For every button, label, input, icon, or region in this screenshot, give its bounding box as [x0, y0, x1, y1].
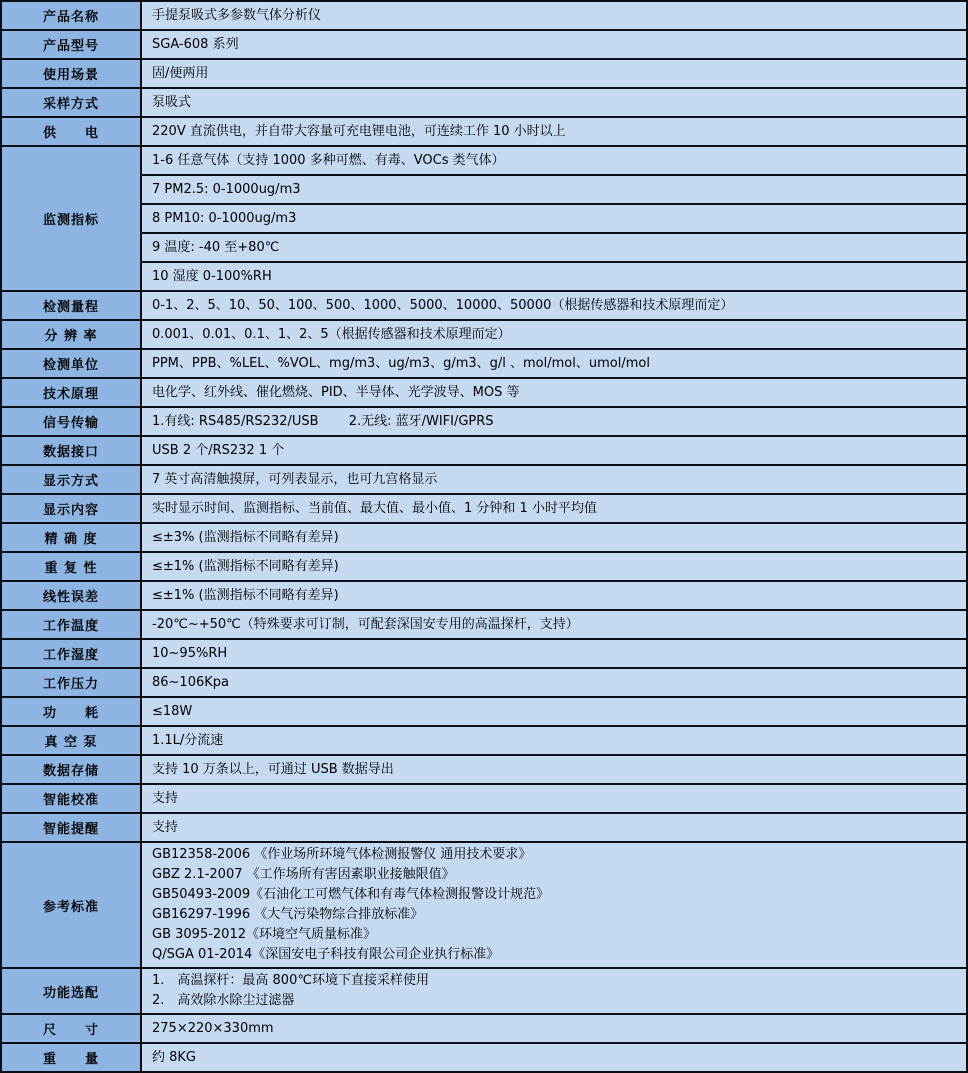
value-line: ≤18W [152, 704, 193, 719]
spec-table-body [1, 1, 967, 1072]
table-row [1, 1, 967, 30]
row-label: 检测量程 [1, 291, 141, 320]
table-row [1, 726, 967, 755]
row-label: 产品型号 [1, 30, 141, 59]
row-label: 使用场景 [1, 59, 141, 88]
value-line: Q/SGA 01-2014《深国安电子科技有限公司企业执行标准》 [152, 947, 500, 962]
table-row [1, 59, 967, 88]
value-line: 86~106Kpa [152, 675, 229, 690]
value-line: 7 英寸高清触摸屏，可列表显示，也可九宫格显示 [152, 472, 438, 487]
row-label: 精 确 度 [1, 523, 141, 552]
value-line: 275×220×330mm [152, 1021, 274, 1036]
table-row [1, 262, 967, 291]
table-row [1, 30, 967, 59]
row-value-cell [141, 1043, 967, 1072]
value-line: 220V 直流供电，并自带大容量可充电锂电池，可连续工作 10 小时以上 [152, 124, 566, 139]
row-value-cell [141, 968, 967, 1014]
row-value-cell [141, 697, 967, 726]
row-value-cell [141, 146, 967, 175]
row-value-cell [141, 581, 967, 610]
row-label: 工作压力 [1, 668, 141, 697]
row-value-cell [141, 523, 967, 552]
value-line: -20℃~+50℃（特殊要求可订制，可配套深国安专用的高温探杆，支持） [152, 617, 579, 632]
table-row [1, 968, 967, 1014]
value-line: 10~95%RH [152, 646, 228, 661]
row-value-cell [141, 88, 967, 117]
row-value-cell [141, 291, 967, 320]
row-label: 智能校准 [1, 784, 141, 813]
row-value-cell [141, 320, 967, 349]
row-label: 功 耗 [1, 697, 141, 726]
table-row [1, 697, 967, 726]
value-line: GB50493-2009《石油化工可燃气体和有毒气体检测报警设计规范》 [152, 887, 550, 902]
row-label: 检测单位 [1, 349, 141, 378]
value-line: 固/便两用 [152, 66, 209, 81]
value-line: 10 湿度 0-100%RH [152, 269, 272, 284]
value-line: 7 PM2.5: 0-1000ug/m3 [152, 182, 301, 197]
row-value-cell [141, 59, 967, 88]
table-row [1, 552, 967, 581]
table-row [1, 436, 967, 465]
table-row [1, 610, 967, 639]
row-label: 重 复 性 [1, 552, 141, 581]
table-row [1, 668, 967, 697]
value-line: PPM、PPB、%LEL、%VOL、mg/m3、ug/m3、g/m3、g/l 、mol/mol、umol/mol [152, 356, 650, 371]
table-row [1, 175, 967, 204]
row-value-cell [141, 842, 967, 968]
value-line: 泵吸式 [152, 95, 192, 110]
row-label: 工作湿度 [1, 639, 141, 668]
row-label: 供 电 [1, 117, 141, 146]
table-row [1, 88, 967, 117]
table-row [1, 639, 967, 668]
row-value-cell [141, 1, 967, 30]
row-value-cell [141, 1014, 967, 1043]
table-row [1, 465, 967, 494]
row-label: 分 辨 率 [1, 320, 141, 349]
value-line: USB 2 个/RS232 1 个 [152, 443, 285, 458]
row-label: 功能选配 [1, 968, 141, 1014]
table-row [1, 581, 967, 610]
table-row [1, 1014, 967, 1043]
value-line: 0-1、2、5、10、50、100、500、1000、5000、10000、50000（根据传感器和技术原理而定） [152, 298, 734, 313]
value-line: 1.有线: RS485/RS232/USB 2.无线: 蓝牙/WIFI/GPRS [152, 414, 494, 429]
value-line: 1. 高温探杆：最高 800℃环境下直接采样使用 [152, 973, 429, 988]
value-line: 约 8KG [152, 1050, 197, 1065]
row-label: 显示方式 [1, 465, 141, 494]
row-label: 尺 寸 [1, 1014, 141, 1043]
value-line: GB16297-1996 《大气污染物综合排放标准》 [152, 907, 424, 922]
table-row [1, 784, 967, 813]
row-label: 智能提醒 [1, 813, 141, 842]
row-value-cell [141, 494, 967, 523]
value-line: 支持 10 万条以上，可通过 USB 数据导出 [152, 762, 394, 777]
row-value-cell [141, 262, 967, 291]
row-value-cell [141, 726, 967, 755]
value-line: 电化学、红外线、催化燃烧、PID、半导体、光学波导、MOS 等 [152, 385, 520, 400]
row-value-cell [141, 436, 967, 465]
row-value-cell [141, 407, 967, 436]
value-line: SGA-608 系列 [152, 37, 239, 52]
row-label: 技术原理 [1, 378, 141, 407]
row-label: 参考标准 [1, 842, 141, 968]
table-row [1, 233, 967, 262]
row-value-cell [141, 668, 967, 697]
row-value-cell [141, 30, 967, 59]
row-label: 真 空 泵 [1, 726, 141, 755]
value-line: 手提泵吸式多参数气体分析仪 [152, 8, 322, 23]
row-label: 信号传输 [1, 407, 141, 436]
value-line: 8 PM10: 0-1000ug/m3 [152, 211, 297, 226]
table-row [1, 349, 967, 378]
value-line: 9 温度: -40 至+80℃ [152, 240, 280, 255]
row-label: 监测指标 [1, 146, 141, 291]
row-value-cell [141, 378, 967, 407]
value-line: GB12358-2006 《作业场所环境气体检测报警仪 通用技术要求》 [152, 847, 532, 862]
row-value-cell [141, 610, 967, 639]
table-row [1, 842, 967, 968]
row-label: 显示内容 [1, 494, 141, 523]
value-line: GB 3095-2012《环境空气质量标准》 [152, 927, 376, 942]
row-label: 重 量 [1, 1043, 141, 1072]
row-value-cell [141, 784, 967, 813]
row-value-cell [141, 552, 967, 581]
row-value-cell [141, 813, 967, 842]
row-label: 数据接口 [1, 436, 141, 465]
row-value-cell [141, 465, 967, 494]
row-value-cell [141, 755, 967, 784]
value-line: 1-6 任意气体（支持 1000 多种可燃、有毒、VOCs 类气体） [152, 153, 505, 168]
value-line: ≤±3% (监测指标不同略有差异) [152, 530, 339, 545]
row-label: 线性误差 [1, 581, 141, 610]
table-row [1, 755, 967, 784]
row-label: 采样方式 [1, 88, 141, 117]
table-row [1, 494, 967, 523]
row-value-cell [141, 175, 967, 204]
row-label: 工作温度 [1, 610, 141, 639]
value-line: ≤±1% (监测指标不同略有差异) [152, 559, 339, 574]
table-row [1, 291, 967, 320]
value-line: 1.1L/分流速 [152, 733, 224, 748]
table-row [1, 117, 967, 146]
table-row [1, 813, 967, 842]
value-line: 0.001、0.01、0.1、1、2、5（根据传感器和技术原理而定） [152, 327, 511, 342]
value-line: 实时显示时间、监测指标、当前值、最大值、最小值、1 分钟和 1 小时平均值 [152, 501, 597, 516]
row-label: 数据存储 [1, 755, 141, 784]
table-row [1, 320, 967, 349]
row-label: 产品名称 [1, 1, 141, 30]
value-line: ≤±1% (监测指标不同略有差异) [152, 588, 339, 603]
value-line: GBZ 2.1-2007 《工作场所有害因素职业接触限值》 [152, 867, 455, 882]
row-value-cell [141, 233, 967, 262]
value-line: 支持 [152, 791, 179, 806]
row-value-cell [141, 117, 967, 146]
value-line: 2. 高效除水除尘过滤器 [152, 993, 295, 1008]
table-row [1, 378, 967, 407]
row-value-cell [141, 204, 967, 233]
value-line: 支持 [152, 820, 179, 835]
row-value-cell [141, 349, 967, 378]
table-row [1, 407, 967, 436]
table-row [1, 204, 967, 233]
table-row [1, 523, 967, 552]
table-row [1, 146, 967, 175]
table-row [1, 1043, 967, 1072]
row-value-cell [141, 639, 967, 668]
